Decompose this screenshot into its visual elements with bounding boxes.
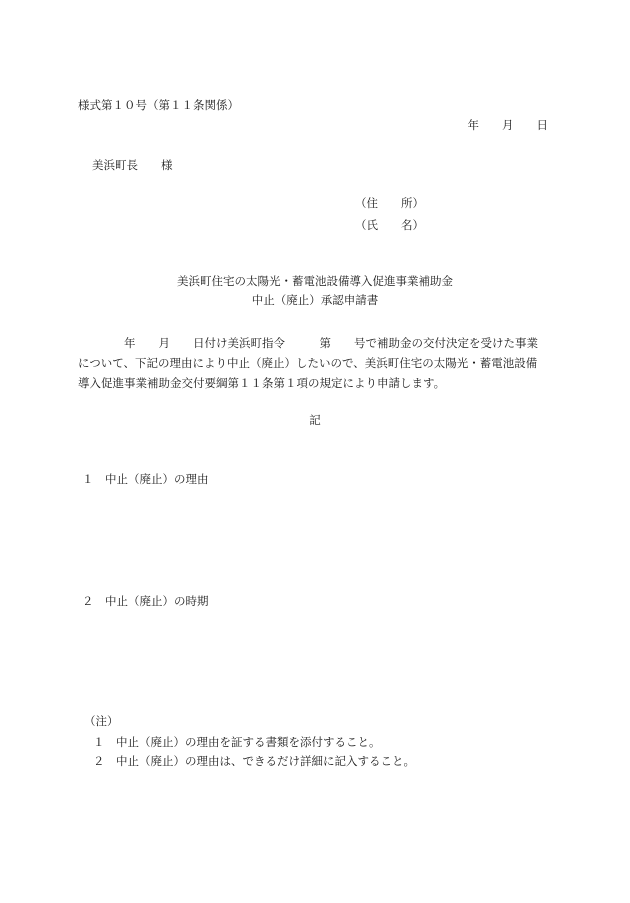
applicant-name-label: （氏 名） xyxy=(355,218,424,232)
date-line: 年 月 日 xyxy=(467,118,548,132)
ki-heading: 記 xyxy=(309,413,321,427)
notes-heading: （注） xyxy=(84,714,119,728)
addressee: 美浜町長 様 xyxy=(92,158,173,172)
form-number: 様式第１０号（第１１条関係） xyxy=(78,98,239,112)
item-reason: １ 中止（廃止）の理由 xyxy=(82,472,209,486)
body-line-3: 導入促進事業補助金交付要綱第１１条第１項の規定により申請します。 xyxy=(78,376,446,390)
body-paragraph xyxy=(78,333,553,393)
body-line-2: について、下記の理由により中止（廃止）したいので、美浜町住宅の太陽光・蓄電池設備 xyxy=(78,356,538,370)
document-title-line-1: 美浜町住宅の太陽光・蓄電池設備導入促進事業補助金 xyxy=(177,274,453,288)
document-title-line-2: 中止（廃止）承認申請書 xyxy=(251,293,379,307)
note-item-2: ２ 中止（廃止）の理由は、できるだけ詳細に記入すること。 xyxy=(93,754,415,768)
applicant-address-label: （住 所） xyxy=(355,196,424,210)
body-line-1: 年 月 日付け美浜町指令 第 号で補助金の交付決定を受けた事業 xyxy=(78,336,538,350)
item-timing: ２ 中止（廃止）の時期 xyxy=(82,594,209,608)
note-item-1: １ 中止（廃止）の理由を証する書類を添付すること。 xyxy=(93,735,381,749)
